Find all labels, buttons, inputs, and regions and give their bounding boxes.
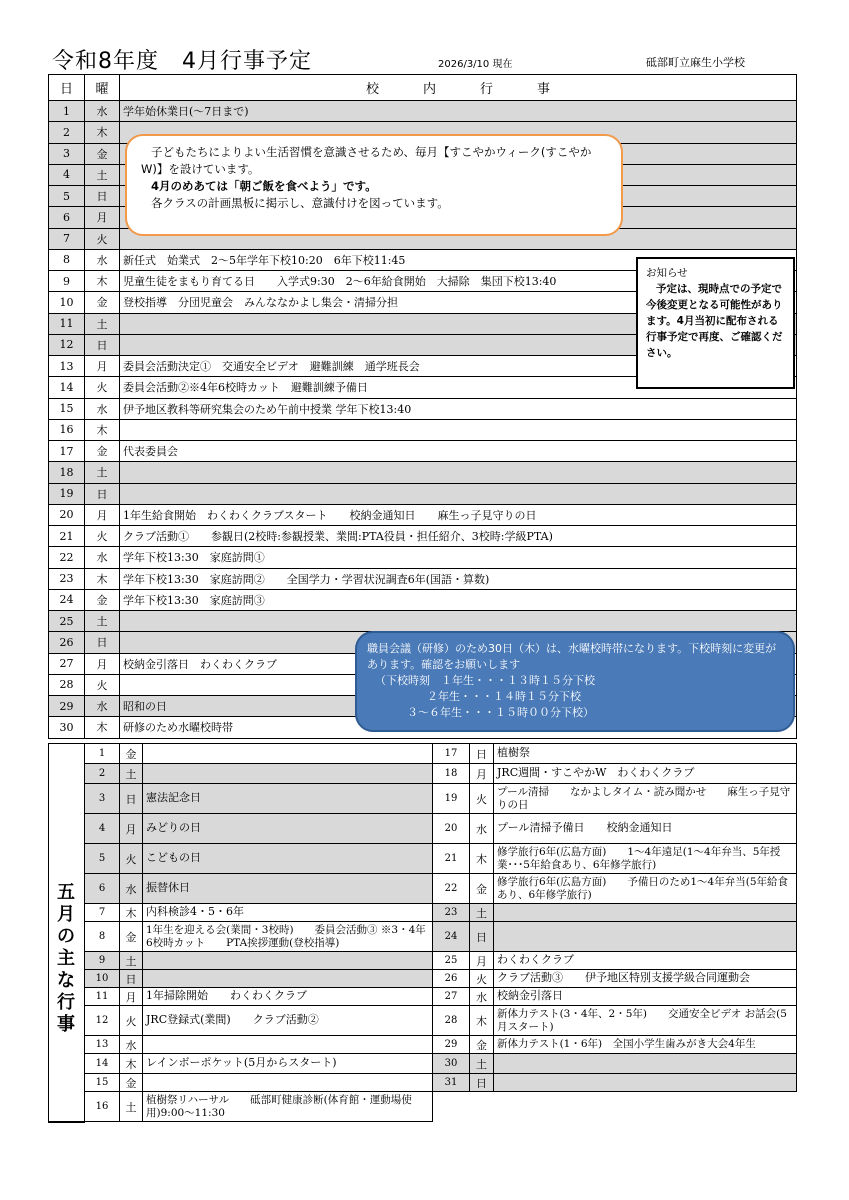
may-row (49, 764, 797, 784)
school-name: 砥部町立麻生小学校 (646, 56, 745, 69)
day-cell: 5 (49, 186, 85, 207)
event-cell: みどりの日 (143, 814, 433, 844)
weekday-cell: 月 (470, 952, 494, 970)
weekday-cell: 日 (120, 784, 143, 814)
may-row (49, 922, 797, 952)
event-cell: JRC登録式(業間) クラブ活動② (143, 1006, 433, 1036)
weekday-cell: 木 (85, 419, 120, 440)
may-row (49, 970, 797, 988)
day-cell: 2 (85, 764, 120, 784)
april-row (49, 504, 797, 525)
weekday-cell: 月 (120, 988, 143, 1006)
event-cell (143, 744, 433, 764)
day-cell: 9 (85, 952, 120, 970)
day-cell: 26 (433, 970, 470, 988)
event-cell: 児童生徒をまもり育てる日 入学式9:30 2～6年給食開始 大掃除 集団下校13:40 (120, 271, 797, 292)
weekday-cell: 土 (120, 764, 143, 784)
weekday-cell: 木 (85, 271, 120, 292)
weekday-cell: 火 (470, 970, 494, 988)
day-cell: 28 (433, 1006, 470, 1036)
day-cell: 27 (49, 653, 85, 674)
may-row (49, 844, 797, 874)
day-cell: 29 (49, 696, 85, 717)
weekday-cell: 月 (85, 356, 120, 377)
may-label-char: 事 (57, 1014, 75, 1035)
day-cell: 15 (85, 1074, 120, 1092)
april-row (49, 568, 797, 589)
weekday-cell: 木 (85, 568, 120, 589)
may-row (49, 1054, 797, 1074)
day-cell: 5 (85, 844, 120, 874)
event-cell: クラブ活動③ 伊予地区特別支援学級合同運動会 (494, 970, 797, 988)
may-label-char: な (57, 970, 75, 991)
notice-box (636, 257, 795, 389)
event-cell: 新体力テスト(1・6年) 全国小学生歯みがき大会4年生 (494, 1036, 797, 1054)
may-row (49, 784, 797, 814)
april-row (49, 419, 797, 440)
day-cell: 12 (85, 1006, 120, 1036)
event-cell: 校納金引落日 わくわくクラブ (120, 653, 797, 674)
weekday-cell: 金 (85, 143, 120, 164)
day-cell: 25 (49, 611, 85, 632)
day-cell: 23 (49, 568, 85, 589)
event-cell: 校納金引落日 (494, 988, 797, 1006)
day-cell: 17 (433, 744, 470, 764)
weekday-cell: 金 (470, 1036, 494, 1054)
day-cell: 24 (433, 922, 470, 952)
weekday-cell: 金 (120, 744, 143, 764)
event-cell (120, 419, 797, 440)
april-row (49, 441, 797, 462)
day-cell: 13 (49, 356, 85, 377)
april-row (49, 398, 797, 419)
may-row (49, 1036, 797, 1054)
event-cell: 研修のため水曜校時帯 (120, 717, 797, 738)
event-cell: 委員会活動②※4年6校時カット 避難訓練予備日 (120, 377, 797, 398)
weekday-cell: 木 (85, 717, 120, 738)
event-cell: 植樹祭 (494, 744, 797, 764)
day-cell: 22 (433, 874, 470, 904)
weekday-cell: 水 (470, 988, 494, 1006)
day-cell: 10 (49, 292, 85, 313)
event-cell: 1年生を迎える会(業間・3校時) 委員会活動③ ※3・4年6校時カット PTA挨拶運動(登校指導) (143, 922, 433, 952)
dismissal-grade2: ２年生・・・１４時１５分下校 (427, 690, 581, 703)
weekday-cell: 土 (120, 952, 143, 970)
event-cell: 1年掃除開始 わくわくクラブ (143, 988, 433, 1006)
event-cell: 委員会活動決定① 交通安全ビデオ 避難訓練 通学班長会 (120, 356, 797, 377)
weekday-cell: 日 (85, 334, 120, 355)
weekday-cell: 水 (470, 814, 494, 844)
may-row (49, 1006, 797, 1036)
event-cell (494, 1054, 797, 1074)
event-cell: プール清掃 なかよしタイム・読み聞かせ 麻生っ子見守りの日 (494, 784, 797, 814)
day-cell: 24 (49, 589, 85, 610)
weekday-cell: 金 (120, 1074, 143, 1092)
april-row (49, 483, 797, 504)
event-cell: こどもの日 (143, 844, 433, 874)
weekday-cell: 土 (470, 904, 494, 922)
weekday-cell: 木 (120, 904, 143, 922)
weekday-cell: 木 (470, 1006, 494, 1036)
day-cell: 1 (85, 744, 120, 764)
day-cell: 4 (49, 164, 85, 185)
weekday-cell: 火 (470, 784, 494, 814)
weekday-cell: 日 (470, 1074, 494, 1092)
april-row (49, 101, 797, 122)
notice-title: お知らせ (646, 267, 688, 279)
weekday-cell: 水 (85, 696, 120, 717)
staff-meeting-callout (355, 631, 795, 732)
day-cell: 6 (49, 207, 85, 228)
event-cell: 学年始休業日(～7日まで) (120, 101, 797, 122)
weekday-cell: 日 (85, 632, 120, 653)
may-row (49, 874, 797, 904)
meeting-text: 職員会議（研修）のため30日（木）は、水曜校時帯になります。下校時刻に変更があります。確認をお願いします (367, 642, 777, 671)
weekday-cell: 木 (470, 844, 494, 874)
weekday-cell: 日 (470, 744, 494, 764)
weekday-cell: 火 (85, 526, 120, 547)
may-events-label (48, 882, 84, 1036)
day-cell: 18 (433, 764, 470, 784)
day-cell: 31 (433, 1074, 470, 1092)
event-cell (120, 611, 797, 632)
event-cell: 修学旅行6年(広島方面) 1～4年遠足(1～4年弁当、5年授業･･･5年給食あり、6年修学旅行) (494, 844, 797, 874)
event-cell: 憲法記念日 (143, 784, 433, 814)
day-cell: 18 (49, 462, 85, 483)
day-cell: 29 (433, 1036, 470, 1054)
event-cell: わくわくクラブ (494, 952, 797, 970)
empty-cell (433, 1092, 797, 1122)
event-cell (120, 462, 797, 483)
notice-body: 予定は、現時点での予定で今後変更となる可能性があります。4月当初に配布される行事予定で再度、ご確認ください。 (646, 283, 783, 359)
day-cell: 3 (85, 784, 120, 814)
day-cell: 23 (433, 904, 470, 922)
weekday-cell: 日 (85, 483, 120, 504)
day-cell: 7 (49, 228, 85, 249)
may-label-char: 行 (57, 992, 75, 1013)
event-cell: 修学旅行6年(広島方面) 予備日のため1～4年弁当(5年給食あり、6年修学旅行) (494, 874, 797, 904)
weekday-cell: 火 (85, 377, 120, 398)
may-row (49, 904, 797, 922)
weekday-cell: 水 (120, 874, 143, 904)
april-row (49, 526, 797, 547)
weekday-cell: 土 (85, 462, 120, 483)
header-events: 校内行事 (120, 75, 797, 101)
day-cell: 9 (49, 271, 85, 292)
april-row (49, 547, 797, 568)
event-cell: プール清掃予備日 校納金通知日 (494, 814, 797, 844)
weekday-cell: 月 (85, 504, 120, 525)
april-row (49, 462, 797, 483)
weekday-cell: 水 (120, 1036, 143, 1054)
weekday-cell: 金 (470, 874, 494, 904)
event-cell: 伊予地区教科等研究集会のため午前中授業 学年下校13:40 (120, 398, 797, 419)
day-cell: 11 (85, 988, 120, 1006)
weekday-cell: 土 (470, 1054, 494, 1074)
weekday-cell: 金 (85, 441, 120, 462)
day-cell: 26 (49, 632, 85, 653)
weekday-cell: 木 (120, 1054, 143, 1074)
day-cell: 3 (49, 143, 85, 164)
day-cell: 15 (49, 398, 85, 419)
weekday-cell: 月 (470, 764, 494, 784)
day-cell: 4 (85, 814, 120, 844)
day-cell: 20 (433, 814, 470, 844)
weekday-cell: 水 (85, 547, 120, 568)
event-cell (494, 1074, 797, 1092)
page-title: 令和8年度 4月行事予定 (52, 49, 312, 74)
day-cell: 7 (85, 904, 120, 922)
may-row (49, 988, 797, 1006)
weekday-cell: 日 (120, 970, 143, 988)
header-day: 日 (49, 75, 85, 101)
weekday-cell: 金 (85, 589, 120, 610)
may-row (49, 814, 797, 844)
event-cell (143, 970, 433, 988)
day-cell: 17 (49, 441, 85, 462)
weekday-cell: 木 (85, 122, 120, 143)
event-cell: 学年下校13:30 家庭訪問① (120, 547, 797, 568)
day-cell: 13 (85, 1036, 120, 1054)
event-cell: 1年生給食開始 わくわくクラブスタート 校納金通知日 麻生っ子見守りの日 (120, 504, 797, 525)
event-cell: 植樹祭リハーサル 砥部町健康診断(体育館・運動場使用)9:00～11:30 (143, 1092, 433, 1122)
callout-text: 子どもたちによりよい生活習慣を意識させるため、毎月【すこやかウィーク(すこやかW)】を設けています。 (141, 145, 592, 176)
day-cell: 27 (433, 988, 470, 1006)
weekday-cell: 日 (470, 922, 494, 952)
event-cell: 代表委員会 (120, 441, 797, 462)
dismissal-grade1: （下校時刻 １年生・・・１３時１５分下校 (375, 674, 595, 687)
day-cell: 20 (49, 504, 85, 525)
weekday-cell: 火 (120, 1006, 143, 1036)
weekday-cell: 土 (85, 164, 120, 185)
weekday-cell: 月 (85, 207, 120, 228)
day-cell: 30 (433, 1054, 470, 1074)
day-cell: 21 (433, 844, 470, 874)
may-label-char: 月 (57, 904, 75, 925)
day-cell: 14 (85, 1054, 120, 1074)
day-cell: 25 (433, 952, 470, 970)
day-cell: 8 (49, 249, 85, 270)
sukoyaka-week-callout (125, 134, 623, 236)
event-cell (143, 1074, 433, 1092)
event-cell: 昭和の日 (120, 696, 797, 717)
weekday-cell: 月 (85, 653, 120, 674)
day-cell: 19 (49, 483, 85, 504)
dismissal-grade3to6: ３～６年生・・・１５時００分下校） (407, 706, 594, 719)
day-cell: 19 (433, 784, 470, 814)
weekday-cell: 月 (120, 814, 143, 844)
event-cell (143, 1036, 433, 1054)
weekday-cell: 水 (85, 398, 120, 419)
event-cell: クラブ活動① 参観日(2校時:参観授業、業間:PTA役員・担任紹介、3校時:学級PTA) (120, 526, 797, 547)
may-label-char: 主 (57, 948, 75, 969)
may-row (49, 1092, 797, 1122)
day-cell: 12 (49, 334, 85, 355)
day-cell: 16 (49, 419, 85, 440)
day-cell: 1 (49, 101, 85, 122)
day-cell: 6 (85, 874, 120, 904)
day-cell: 10 (85, 970, 120, 988)
event-cell: 新体力テスト(3・4年、2・5年) 交通安全ビデオ お話会(5月スタート) (494, 1006, 797, 1036)
event-cell: 学年下校13:30 家庭訪問③ (120, 589, 797, 610)
may-label-char: の (57, 926, 75, 947)
day-cell: 22 (49, 547, 85, 568)
event-cell (494, 922, 797, 952)
event-cell: レインボーポケット(5月からスタート) (143, 1054, 433, 1074)
weekday-cell: 日 (85, 186, 120, 207)
event-cell: 学年下校13:30 家庭訪問② 全国学力・学習状況調査6年(国語・算数) (120, 568, 797, 589)
weekday-cell: 土 (120, 1092, 143, 1122)
weekday-cell: 火 (120, 844, 143, 874)
event-cell (120, 483, 797, 504)
weekday-cell: 水 (85, 249, 120, 270)
event-cell: JRC週間・すこやかW わくわくクラブ (494, 764, 797, 784)
may-row (49, 1074, 797, 1092)
event-cell: 登校指導 分団児童会 みんななかよし集会・清掃分担 (120, 292, 797, 313)
weekday-cell: 金 (85, 292, 120, 313)
day-cell: 21 (49, 526, 85, 547)
event-cell: 振替休日 (143, 874, 433, 904)
weekday-cell: 土 (85, 611, 120, 632)
weekday-cell: 金 (120, 922, 143, 952)
day-cell: 2 (49, 122, 85, 143)
event-cell (143, 764, 433, 784)
april-row (49, 611, 797, 632)
weekday-cell: 水 (85, 101, 120, 122)
weekday-cell: 火 (85, 674, 120, 695)
may-schedule-table (48, 743, 797, 1123)
event-cell (494, 904, 797, 922)
weekday-cell: 土 (85, 313, 120, 334)
may-row (49, 744, 797, 764)
day-cell: 30 (49, 717, 85, 738)
day-cell: 11 (49, 313, 85, 334)
weekday-cell: 火 (85, 228, 120, 249)
event-cell: 内科検診4・5・6年 (143, 904, 433, 922)
event-cell (143, 952, 433, 970)
as-of-date: 2026/3/10 現在 (438, 59, 513, 70)
day-cell: 14 (49, 377, 85, 398)
callout-goal: 4月のめあては「朝ご飯を食べよう」です。 (151, 179, 377, 193)
callout-note: 各クラスの計画黒板に掲示し、意識付けを図っています。 (151, 196, 449, 210)
may-label-char: 五 (57, 882, 75, 903)
april-header-row (49, 75, 797, 101)
header-weekday: 曜 (85, 75, 120, 101)
day-cell: 28 (49, 674, 85, 695)
day-cell: 16 (85, 1092, 120, 1122)
april-row (49, 589, 797, 610)
day-cell: 8 (85, 922, 120, 952)
event-cell: 新任式 始業式 2～5年学年下校10:20 6年下校11:45 (120, 249, 797, 270)
may-row (49, 952, 797, 970)
